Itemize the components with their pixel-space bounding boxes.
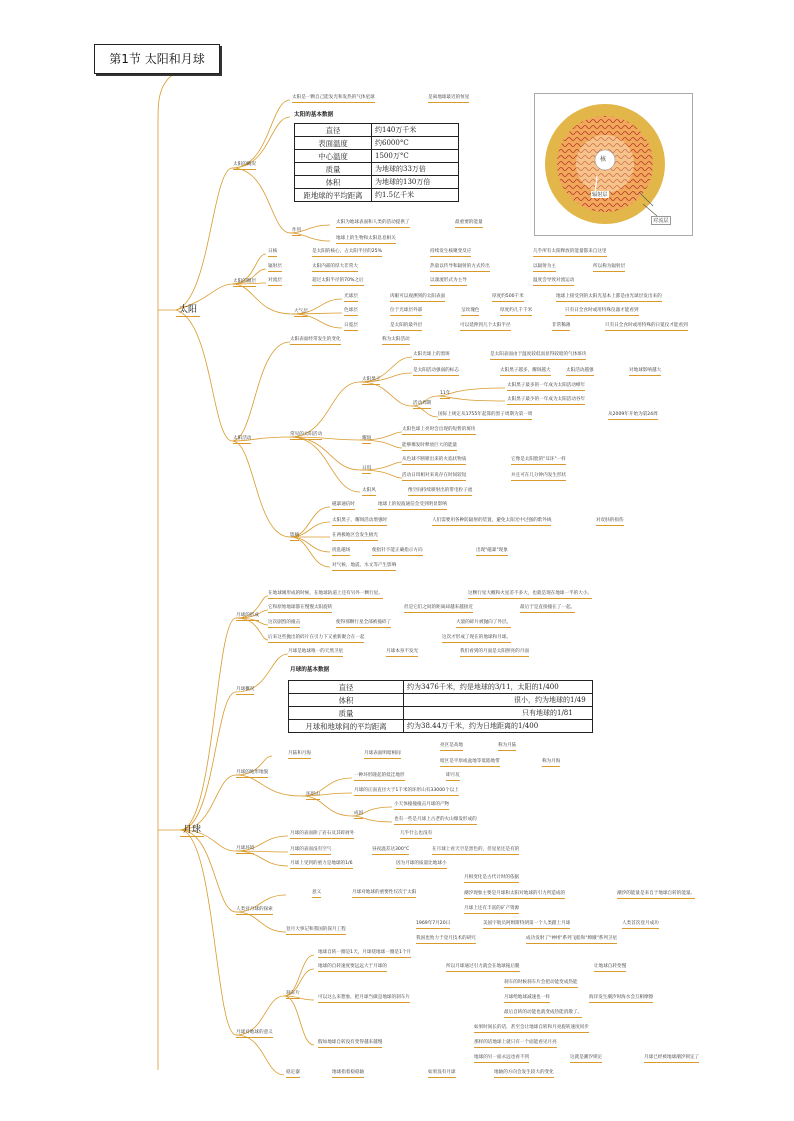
env-label: 月球环境 — [236, 846, 254, 854]
moon-intro-b: 月球本身不发光 — [386, 649, 418, 657]
figure-convection-label: 对流层 — [653, 218, 669, 224]
layer-row-1-b: 热量以传导和辐射的方式传出 — [430, 264, 490, 272]
table-row — [289, 707, 593, 720]
solar-wind-a: 像空间持续喷射出的带电粒子流 — [408, 488, 472, 496]
table-row — [289, 681, 593, 694]
prominence-a2: 它像是太阳脸的"耳环"一样 — [511, 457, 566, 465]
sun-effect-a: 太阳为地球表面和人类的活动提供了 — [336, 220, 410, 228]
env-b3: 在月球上看天空是黑色的，但星星还是有的 — [432, 847, 519, 855]
brake-a: 地球自转一圈是1天，月球绕地球一圈是1个月 — [318, 950, 411, 958]
prominence-label: 日珥 — [362, 466, 371, 474]
sea-a: 月球表面明暗相间 — [364, 751, 401, 759]
brake-e: 月球给地球减速也一样 — [504, 995, 550, 1003]
table-row — [295, 137, 459, 150]
cycle-d: 从2009年开始为第24周 — [608, 412, 658, 420]
table-cell-value: 约为38.44万千米，约为日地距离的1/400 — [404, 720, 593, 733]
flare-a: 太阳色球上亮时会出现的短暂的斑块 — [402, 427, 476, 435]
brake-b2: 所以月球通过引力就会在地球拖后腿 — [446, 964, 520, 972]
formation-1-c: 最后于是直接撞在了一起。 — [520, 605, 575, 613]
table-cell-value: 很小，约为地球的1/49 — [404, 694, 593, 707]
moon-formation-label: 月球的形成 — [236, 613, 259, 621]
layer-row-0-name: 日核 — [268, 249, 277, 257]
atm-2-a: 是太阳的最外层 — [390, 323, 422, 331]
atm-1-a: 位于光球层外部 — [390, 308, 422, 316]
sun-table-title: 太阳的基本数据 — [294, 112, 334, 118]
formation-0-a: 在地球刚形成的时候，在地球轨道上还有另外一颗行星。 — [268, 591, 383, 599]
brake-d: 刹车的时候刹车片会把动能变成热能 — [504, 980, 578, 988]
stabilizer-label: 稳定器 — [286, 1070, 300, 1078]
solar-wind-label: 太阳风 — [362, 488, 376, 496]
activity-def-a: 太阳表面经常发生的变化 — [290, 337, 341, 345]
cycle-c: 国际上规定从1755年起算的黑子周期为第一周 — [438, 412, 532, 420]
env-a: 月球的表面除了岩石及其碎屑外 — [290, 831, 354, 839]
formation-3-a: 后来这些抛出的碎片在引力下又重新聚合在一起 — [268, 635, 364, 643]
terrain-label: 月球的地形地貌 — [236, 770, 268, 778]
project-a2: 美国宇航员阿姆斯特朗第一个人类踏上月球 — [483, 921, 570, 929]
if-c3: 月球已经被地球潮汐锁定了 — [644, 1055, 699, 1063]
table-cell-key: 直径 — [289, 681, 404, 694]
cycle-a: 太阳黑子最多的一年成为太阳活动峰年 — [507, 383, 585, 391]
brake-b: 地球的自转速度要远远大于月球的 — [318, 964, 387, 972]
brake-e2: 海洋发生潮汐时海水会互相摩擦 — [589, 995, 653, 1003]
table-row — [295, 176, 459, 189]
table-cell-key: 直径 — [295, 124, 372, 137]
table-cell-value: 约6000°C — [372, 137, 459, 150]
project-label: 登月大事记和我国的探月工程 — [286, 927, 346, 935]
brake-b3: 让地球自转变慢 — [594, 964, 626, 972]
sun-structure-figure — [534, 93, 693, 236]
formation-2-c: 大量的碎片被抛向了外层。 — [456, 620, 511, 628]
crater-b: 月球的正面直径大于1千米的环形山有33000个以上 — [354, 788, 459, 796]
layer-row-2-c: 温度会导致对流运动 — [533, 278, 574, 286]
cycle-years: 11年 — [440, 391, 450, 399]
formation-2-b: 使得那颗行星全部被撞碎了 — [336, 620, 391, 628]
table-row — [295, 150, 459, 163]
sun-structure-graphic — [535, 94, 692, 235]
crater-label: 环形山 — [306, 792, 320, 800]
meaning-d: 月球上还有丰富的矿产资源 — [464, 906, 519, 914]
table-row — [295, 163, 459, 176]
sun-layers-label: 太阳的圈层 — [233, 279, 256, 287]
brake-label: 刹车片 — [286, 991, 300, 999]
table-cell-key: 质量 — [295, 163, 372, 176]
sea-c2: 称为月海 — [542, 759, 560, 767]
project-b2: 成功发射了"神州"系列飞船和"嫦娥"系列卫星 — [526, 936, 617, 944]
table-cell-value: 1500万°C — [372, 150, 459, 163]
atm-1-b: 呈玫瑰色 — [461, 308, 479, 316]
impact-3-c: 出现"磁暴"现象 — [476, 548, 508, 556]
sea-label: 月陆和月海 — [288, 751, 311, 759]
figure-core-label: 核 — [600, 156, 607, 163]
atm-label: 大气层 — [294, 309, 308, 317]
project-b: 我国也致力于登月技术的研究 — [416, 936, 476, 944]
if-b: 那样的话地球上就只有一个面能看见月亮 — [474, 1040, 557, 1048]
env-b2: 昼夜温差达300°C — [372, 847, 409, 855]
env-c: 月球上受到的重力是地球的1/6 — [290, 861, 353, 869]
env-a2: 几乎什么也没有 — [400, 831, 432, 839]
if-c2: 这就是潮汐锁定 — [570, 1055, 602, 1063]
table-cell-value: 为地球的130万倍 — [372, 176, 459, 189]
atm-2-b: 可以延伸到几个太阳半径 — [460, 323, 511, 331]
env-b: 月球的表面没有空气 — [290, 847, 331, 855]
cycle-b: 太阳黑子最少的一年成为太阳活动谷年 — [507, 397, 585, 405]
stabilizer-a: 地球指着稳稳轴 — [332, 1070, 364, 1078]
impact-3-b: 使指针不能正确指示方向 — [372, 548, 423, 556]
atm-1-name: 色球层 — [344, 308, 358, 316]
sunspot-d: 太阳黑子越多，耀斑越大 — [500, 368, 551, 376]
impact-1-b: 人们需要用各种防辐射的装置，避免太阳光中过强的紫外线 — [432, 518, 551, 526]
moon-intro-a: 月球是地球唯一的天然卫星 — [288, 649, 343, 657]
layer-row-1-name: 辐射层 — [268, 264, 282, 272]
if-label: 假如地球自转没有变得越来越慢 — [318, 1040, 382, 1048]
impact-0-a: 磁暴通信时 — [332, 502, 355, 510]
table-cell-value: 约1.5亿千米 — [372, 189, 459, 202]
sun-effect-a2: 最重要的能量 — [455, 220, 483, 228]
impact-0-b: 地球上的短波通信会受到明显影响 — [378, 502, 447, 510]
atm-1-c: 厚度约几千千米 — [500, 308, 532, 316]
formation-0-b: 这颗行星大概和火星差不多大，也就是现在地球一半的大小。 — [468, 591, 592, 599]
sea-b: 亮区是高地 — [440, 743, 463, 751]
atm-2-d: 只有日全食时或用特殊的日冕仪才能看到 — [605, 323, 688, 331]
meaning-c: 潮汐现象主要是月球和太阳对地球的引力所造成的 — [464, 891, 565, 899]
sun-effect-b: 地球上的生物和太阳息息相关 — [336, 236, 396, 244]
table-cell-key: 距地球的平均距离 — [295, 189, 372, 202]
table-cell-key: 表面温度 — [295, 137, 372, 150]
meaning-c2: 潮汐的能量是来自于地球自转的能量。 — [617, 891, 695, 899]
layer-row-1-d: 所以称为辐射层 — [593, 264, 625, 272]
atm-2-name: 日冕层 — [344, 323, 358, 331]
table-row — [289, 720, 593, 733]
crater-a: 一种环形隆起的低洼地形 — [354, 773, 405, 781]
stabilizer-c: 地轴的方向会发生较大的变化 — [494, 1070, 554, 1078]
layer-row-0-a: 是太阳的核心，占太阳半径的25% — [312, 249, 382, 257]
common-activity-label: 常见的太阳活动 — [290, 432, 322, 440]
layer-row-0-b: 持续发生核聚变反应 — [430, 249, 471, 257]
table-cell-key: 月球和地球间的平均距离 — [289, 720, 404, 733]
layer-row-1-c: 以辐射为主 — [533, 264, 556, 272]
table-cell-value: 为地球的33万倍 — [372, 163, 459, 176]
table-cell-value: 约140万千米 — [372, 124, 459, 137]
moon-table-title: 月球的基本数据 — [290, 667, 330, 673]
formation-1-b: 但是它们之间的距离却越来越接近 — [404, 605, 473, 613]
figure-radiation-label: 辐射层 — [592, 192, 608, 198]
table-cell-value: 约为3476千米，约是地球的3/11，太阳的1/400 — [404, 681, 593, 694]
sun-effect-label: 作用 — [292, 228, 301, 236]
env-c2: 因为月球的质量比地球小 — [396, 861, 447, 869]
impact-1-a: 太阳黑子、耀斑活动增强时 — [332, 518, 387, 526]
node-moon: 月球 — [180, 822, 204, 837]
cause-a: 小天体撞撞撞击月球的产物 — [394, 802, 449, 810]
table-row — [295, 189, 459, 202]
activity-def-b: 称为太阳活动 — [382, 337, 410, 345]
moon-data-table — [288, 680, 593, 733]
atm-1-d: 只有日全食时或用特殊仪器才能看到 — [565, 308, 639, 316]
sunspot-label: 太阳黑子 — [362, 377, 380, 385]
prominence-a: 从色球不断喷出来的火焰状物质 — [402, 457, 466, 465]
moon-intro-c: 我们看到的月面是太阳照亮的月面 — [460, 649, 529, 657]
impact-label: 影响 — [290, 533, 299, 541]
stabilizer-b: 如果没有月球 — [428, 1070, 456, 1078]
layer-row-1-a: 太阳内部的厚大非常大 — [312, 264, 358, 272]
layer-row-2-a: 超过太阳半径的70%之后 — [312, 278, 364, 286]
meaning-label: 意义 — [312, 890, 321, 898]
prominence-b2: 并且可在几分钟内发生形状 — [511, 473, 566, 481]
page-title: 第1节 太阳和月球 — [94, 44, 220, 74]
layer-row-2-name: 对流层 — [268, 278, 282, 286]
sun-overview-label: 太阳的概况 — [233, 162, 256, 170]
table-cell-key: 中心温度 — [295, 150, 372, 163]
atm-2-c: 非常稀薄 — [552, 323, 570, 331]
formation-2-a: 这次剧烈的撞击 — [268, 620, 300, 628]
if-c: 地球的另一面永远也看不到 — [474, 1055, 529, 1063]
formation-1-a: 它和原始地球都在慢慢太阳旋转 — [268, 605, 332, 613]
atm-0-c: 地球上接受到的太阳光基本上都是由光球层发出来的 — [556, 294, 662, 302]
sun-intro-a: 太阳是一颗自己能发光和发热的气体星球 — [292, 95, 375, 103]
atm-0-name: 光球层 — [344, 294, 358, 302]
sun-data-table — [294, 123, 459, 202]
brake-c: 可以这么来想象，把月球当做是地球的刹车片 — [318, 995, 410, 1003]
table-cell-value: 只有地球的1/81 — [404, 707, 593, 720]
table-cell-key: 体积 — [289, 694, 404, 707]
impact-2-a: 在两极地区会发生极光 — [332, 533, 378, 541]
crater-a2: 即月坑 — [446, 773, 460, 781]
sunspot-a: 太阳光球上的黑斑 — [413, 352, 450, 360]
sun-intro-b: 是离地球最近的恒星 — [428, 95, 469, 103]
impact-1-c: 对皮肤的损伤 — [596, 518, 624, 526]
cycle-label: 活动周期 — [413, 401, 431, 409]
activity-label: 太阳活动 — [233, 436, 251, 444]
impact-4-a: 对气候、地震、水文等产生影响 — [332, 563, 396, 571]
node-sun: 太阳 — [176, 302, 200, 317]
brake-f: 最后自转的动能也就变成热能消散了。 — [504, 1010, 582, 1018]
prominence-b: 活动日珥相对来说存在时间较短 — [402, 473, 466, 481]
formation-3-b: 这次才形成了现在的地球和月球。 — [442, 635, 511, 643]
table-row — [289, 694, 593, 707]
sunspot-b: 是太阳表面由于温度较低而显得较暗的气体斑块 — [490, 352, 586, 360]
sea-b2: 称为月陆 — [498, 743, 516, 751]
flare-label: 耀斑 — [362, 436, 371, 444]
if-a: 如果时间长的话，甚至会让地球自转和月亮旋转速度同步 — [474, 1025, 589, 1033]
table-cell-key: 质量 — [289, 707, 404, 720]
earth-label: 月球对地球的意义 — [236, 1030, 273, 1038]
atm-0-a: 肉眼可以观测到的太阳表面 — [390, 294, 445, 302]
cause-label: 成因 — [354, 811, 363, 819]
table-cell-key: 体积 — [295, 176, 372, 189]
sea-c: 暗区是平原或盆地等低陷地带 — [440, 759, 500, 767]
layer-row-2-b: 以湍流形式为主导 — [430, 278, 467, 286]
sunspot-f: 对地球影响越大 — [629, 368, 661, 376]
flare-b: 能够爆发时释放巨大的能量 — [402, 443, 457, 451]
project-a3: 人类首次登月成功 — [622, 921, 659, 929]
atm-0-b: 厚度约500千米 — [492, 294, 524, 302]
project-a: 1969年7月20日 — [416, 921, 450, 929]
table-row — [295, 124, 459, 137]
layer-row-0-c: 几乎所有太阳释放的能量都来自这里 — [533, 249, 607, 257]
sunspot-c: 是太阳活动强弱的标志 — [413, 368, 459, 376]
meaning-a: 月球对地球的重要性仅次于太阳 — [352, 890, 416, 898]
cause-b: 也有一些是月球上古老的火山爆发形成的 — [394, 817, 477, 825]
meaning-b: 月相变化是古代计时的依据 — [464, 875, 519, 883]
explore-label: 人类对月球的探索 — [236, 907, 273, 915]
moon-overview-label: 月球概况 — [236, 687, 254, 695]
impact-3-a: 扰乱磁场 — [332, 548, 350, 556]
sunspot-e: 太阳活动越强 — [566, 368, 594, 376]
